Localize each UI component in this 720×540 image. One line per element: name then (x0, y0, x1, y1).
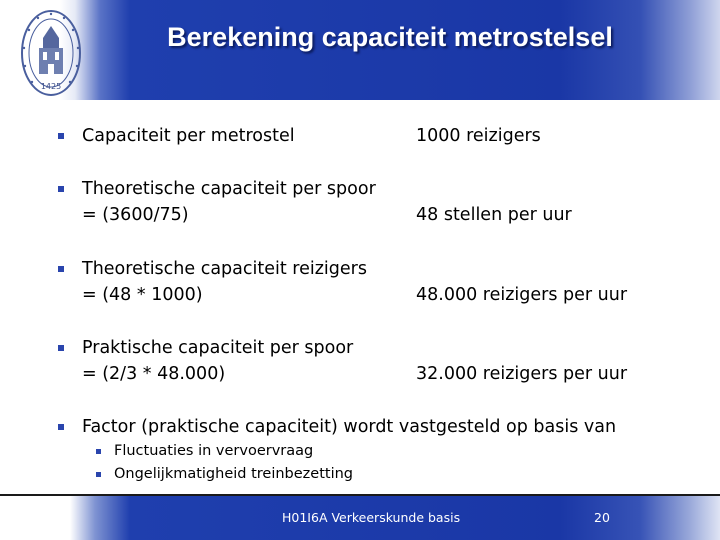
bullet-icon (58, 266, 64, 272)
bullet-icon (58, 345, 64, 351)
sub-item-label: Fluctuaties in vervoervraag (114, 443, 314, 459)
item-value: 48.000 reizigers per uur (416, 285, 628, 305)
item-label-formula: = (48 * 1000) (82, 285, 203, 305)
item-label: Theoretische capaciteit per spoor (82, 179, 376, 199)
footer-course: H01I6A Verkeerskunde basis (282, 510, 461, 525)
sub-bullet-icon (96, 449, 101, 454)
item-label-formula: = (3600/75) (82, 205, 189, 225)
item-label: Capaciteit per metrostel (82, 126, 295, 146)
item-label-formula: = (2/3 * 48.000) (82, 364, 226, 384)
bullet-icon (58, 133, 64, 139)
footer-bar (0, 496, 720, 540)
slide-title: Berekening capaciteit metrostelsel (167, 22, 613, 52)
university-seal-icon (20, 8, 82, 98)
item-value: 1000 reizigers (416, 126, 541, 146)
item-value: 32.000 reizigers per uur (416, 364, 628, 384)
svg-text:1425: 1425 (40, 82, 62, 91)
sub-bullet-icon (96, 472, 101, 477)
page-number: 20 (594, 510, 610, 525)
bullet-icon (58, 186, 64, 192)
bullet-icon (58, 424, 64, 430)
sub-item-label: Ongelijkmatigheid treinbezetting (114, 466, 354, 482)
item-value: 48 stellen per uur (416, 205, 572, 225)
title-bar (0, 0, 720, 100)
factor-label: Factor (praktische capaciteit) wordt vastgesteld op basis van (82, 417, 617, 437)
item-label: Praktische capaciteit per spoor (82, 338, 354, 358)
item-label: Theoretische capaciteit reizigers (82, 259, 367, 279)
